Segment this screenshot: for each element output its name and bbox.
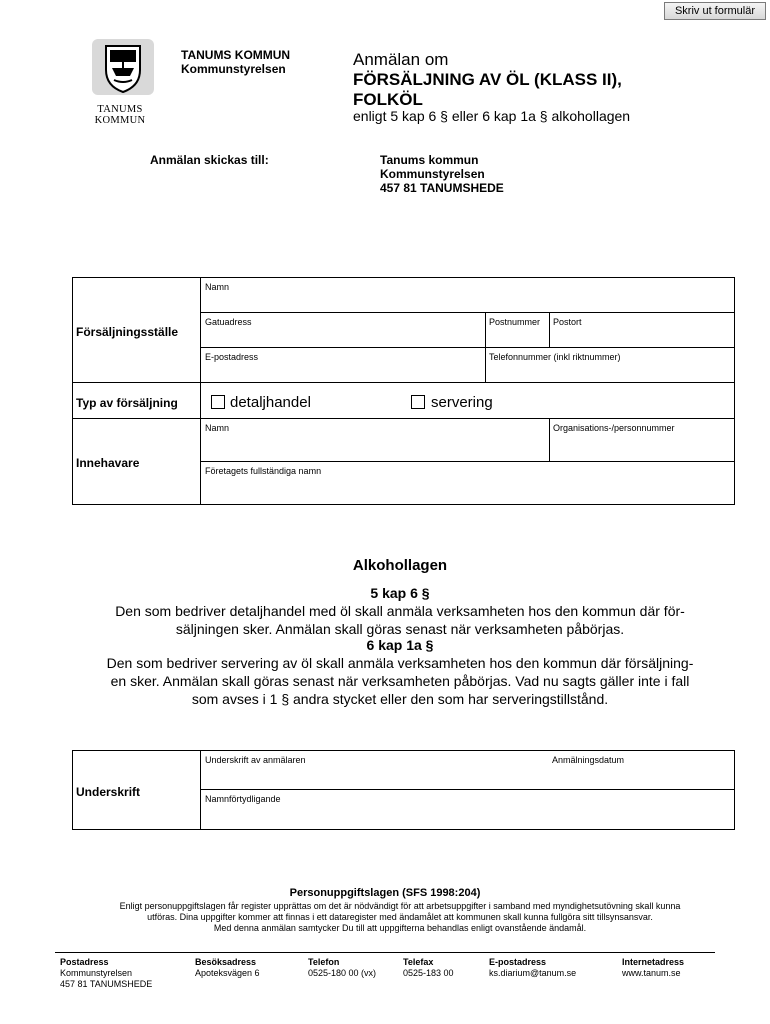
field-label-name-clarification: Namnförtydligande: [205, 794, 281, 804]
field-label-owner-name: Namn: [205, 423, 230, 433]
organisation-block: [181, 48, 290, 76]
law-text-line: Den som bedriver servering av öl skall anmäla verksamheten hos den kommun där försäljning-: [106, 655, 694, 671]
law-section-6-1a: 6 kap 1a §: [366, 637, 434, 653]
law-text-line: en sker. Anmälan skall göras senast när verksamheten påbörjas. Vad nu sagts gäller inte i fall: [110, 673, 690, 689]
field-label-date: Anmälningsdatum: [552, 755, 625, 765]
footer-fax: Telefax 0525-183 00: [403, 957, 454, 978]
logo-wordmark: TANUMS KOMMUN: [94, 104, 146, 126]
footer-postal-address: Postadress Kommunstyrelsen 457 81 TANUMSHEDE: [60, 957, 153, 989]
form-title: FÖRSÄLJNING AV ÖL (KLASS II), FOLKÖL: [353, 70, 622, 109]
postal-town-input[interactable]: [550, 327, 734, 346]
email-input[interactable]: [201, 362, 484, 381]
section-sale-type: Typ av försäljning: [76, 396, 178, 410]
law-text-line: som avses i 1 § andra stycket eller den som har serveringstillstånd.: [191, 691, 609, 707]
footer-visiting-address: Besöksadress Apoteksvägen 6: [195, 957, 260, 978]
form-subtitle: enligt 5 kap 6 § eller 6 kap 1a § alkohollagen: [353, 108, 631, 124]
street-address-input[interactable]: [201, 327, 484, 346]
section-signature: Underskrift: [76, 785, 141, 799]
send-to-address: Tanums kommun Kommunstyrelsen 457 81 TANUMSHEDE: [380, 153, 504, 195]
field-label-postal-town: Postort: [553, 317, 582, 327]
print-form-button[interactable]: Skriv ut formulär: [664, 2, 766, 20]
law-text-line: säljningen sker. Anmälan skall göras senast när verksamheten påbörjas.: [175, 621, 625, 637]
field-label-phone: Telefonnummer (inkl riktnummer): [489, 352, 621, 362]
org-name: TANUMS KOMMUN: [181, 48, 291, 62]
footer-website: Internetadress www.tanum.se: [622, 957, 685, 978]
field-label-signature: Underskrift av anmälaren: [205, 755, 306, 765]
retail-checkbox[interactable]: [211, 395, 225, 409]
org-dept: Kommunstyrelsen: [181, 62, 286, 76]
pul-title: Personuppgiftslagen (SFS 1998:204): [289, 887, 481, 899]
law-title: Alkohollagen: [352, 557, 448, 574]
field-label-org-no: Organisations-/personnummer: [553, 423, 675, 433]
section-owner: Innehavare: [76, 456, 140, 470]
send-to-label: Anmälan skickas till:: [150, 153, 269, 167]
law-text-line: Den som bedriver detaljhandel med öl skall anmäla verksamheten hos den kommun där för-: [115, 603, 685, 619]
form-title-prefix: Anmälan om: [353, 50, 449, 69]
footer-divider: [55, 952, 715, 953]
field-label-company: Företagets fullständiga namn: [205, 466, 322, 476]
postal-number-input[interactable]: [486, 327, 548, 346]
signature-input[interactable]: [201, 765, 546, 788]
pul-text: Enligt personuppgiftslagen får register upprättas om det är nödvändigt för att arbetsuppgifter i samband med myndighetsutövning skall kunna utföras. Dina uppgifter kommer att finnas i ett dataregister med ändamålet att kommunen skall kunna fullgöra sitt tillsynsansvar. Med denna anmälan samtycker Du till att uppgifterna behandlas enligt ovanstående ändamål.: [119, 901, 681, 933]
company-name-input[interactable]: [201, 476, 734, 504]
org-number-input[interactable]: [550, 433, 734, 460]
municipal-coat-of-arms-logo: [90, 38, 156, 96]
law-section-5-6: 5 kap 6 §: [370, 585, 430, 601]
serving-checkbox-label: servering: [431, 394, 493, 411]
field-label-postal-no: Postnummer: [489, 317, 541, 327]
sales-point-name-input[interactable]: [201, 292, 734, 311]
retail-checkbox-label: detaljhandel: [230, 394, 311, 411]
name-clarification-input[interactable]: [201, 804, 734, 829]
footer-phone: Telefon 0525-180 00 (vx): [308, 957, 377, 978]
serving-checkbox[interactable]: [411, 395, 425, 409]
owner-name-input[interactable]: [201, 433, 548, 460]
field-label-email: E-postadress: [205, 352, 259, 362]
footer-email: E-postadress ks.diarium@tanum.se: [489, 957, 577, 978]
section-sales-point: Försäljningsställe: [76, 325, 179, 339]
field-label-name: Namn: [205, 282, 230, 292]
date-input[interactable]: [548, 765, 734, 788]
field-label-street: Gatuadress: [205, 317, 252, 327]
phone-input[interactable]: [486, 362, 734, 381]
